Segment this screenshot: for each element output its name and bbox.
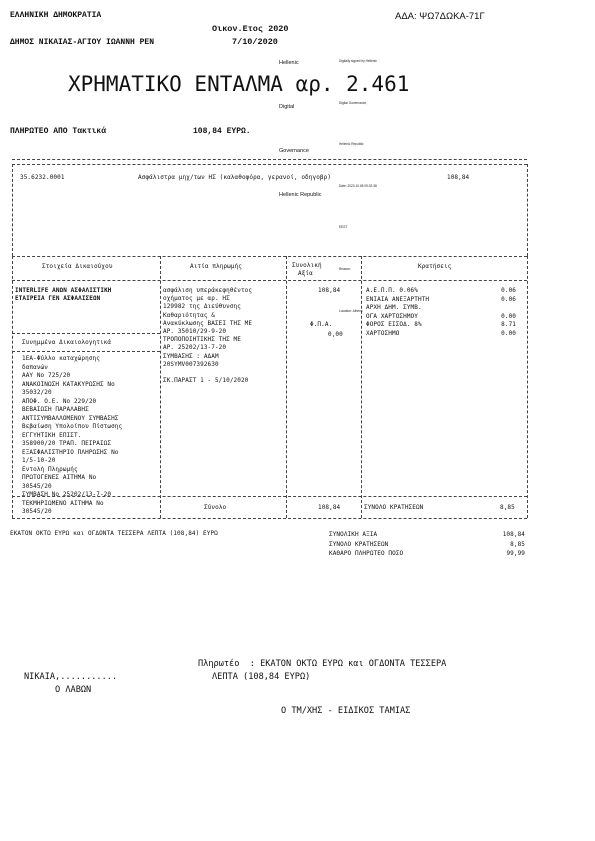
totals-amount: 108,84 <box>318 504 341 511</box>
stamp-line: Hellenic Republic <box>279 192 322 198</box>
col-header-beneficiary: Στοιχεία Δικαιούχου <box>42 263 113 270</box>
doc-item: ΕΞΑΣΦΑΛΙΣΤΗΡΙΟ ΠΛΗΡΩΣΗΣ Νο <box>22 448 119 456</box>
deduction-label: ΦΟΡΟΣ ΕΙΣΟΔ. 8% <box>366 321 422 329</box>
digital-signature-stamp <box>279 22 339 217</box>
summary-row <box>329 540 525 550</box>
doc-item: δαπανών <box>22 363 48 371</box>
beneficiary-line: INTERLIFE ΑΝΩΝ ΑΣΦΑΛΙΣΤΙΚΗ <box>15 287 112 294</box>
reason-line: ασφάλιση υπεράκεφηθέντος <box>163 287 253 294</box>
stamp-line: Hellenic <box>279 60 299 66</box>
stamp-detail: EEST <box>339 225 348 230</box>
stamp-line: Digital <box>279 104 295 110</box>
totals-label: Σύνολο <box>204 504 227 511</box>
place-field: ΝΙΚΑΙΑ,........... <box>24 672 118 682</box>
col-sep-3 <box>361 256 362 518</box>
reason-line: ΣΚ.ΠΑΡΑΣΤ 1 - 5/10/2020 <box>163 377 249 385</box>
document-date: 7/10/2020 <box>232 37 278 47</box>
table-top-rule <box>12 159 527 160</box>
doc-item: 1/5-10-20 <box>22 457 56 464</box>
col-header-deductions: Κρατήσεις <box>418 263 452 270</box>
col-sep-0 <box>12 256 13 518</box>
reason-line: ΤΡΟΠΟΠΟΙΗΤΙΚΗΣ ΤΗΣ ΜΕ <box>163 336 241 344</box>
totals-top-rule <box>12 496 527 497</box>
deduction-label: ΟΓΑ ΧΑΡΤΟΣΗΜΟΥ <box>366 312 418 320</box>
reason-line: Καθαριότητας & <box>163 311 215 319</box>
table-top-rule-2 <box>12 164 527 165</box>
columns-top-rule <box>12 256 527 257</box>
doc-item: 30545/20 <box>22 482 52 490</box>
deduction-label: ΧΑΡΤΟΣΗΜΟ <box>366 329 400 337</box>
columns-bottom-rule <box>12 280 527 281</box>
summary-block <box>329 530 525 559</box>
deduction-value: 0.00 <box>501 312 516 320</box>
doc-item: 1ΕΑ-Φύλλο καταχώρησης <box>22 355 100 362</box>
col-sep-1 <box>160 256 161 518</box>
deduction-label: ΑΡΧΗ ΔΗΜ. ΣΥΜΒ. <box>366 304 422 312</box>
payable-label: ΠΛΗΡΩΤΕΟ ΑΠΟ Τακτικά <box>10 127 107 136</box>
docs-list <box>22 355 122 517</box>
deduction-row <box>366 330 516 339</box>
docs-label: Συνημμένα Δικαιολογητικά <box>22 339 112 346</box>
stamp-detail: Digitally signed by Hellenic <box>339 59 377 63</box>
summary-row <box>329 549 525 559</box>
col-sep-2 <box>286 256 287 518</box>
total-deductions-amount: 8,85 <box>500 504 515 511</box>
doc-item: ΑΝΤΙΣΥΜΒΑΛΛΟΜΕΝΟΥ ΣΥΜΒΑΣΗΣ <box>22 414 119 422</box>
summary-value: 99,99 <box>506 550 525 557</box>
docs-bottom-rule <box>12 351 160 352</box>
summary-value: 8,85 <box>510 540 525 548</box>
payment-reason <box>163 287 252 385</box>
stamp-detail: Date: 2020.10.08 09:32:38 <box>339 183 377 188</box>
deduction-value: 0.06 <box>501 287 516 294</box>
vat-value: 0,00 <box>328 331 343 338</box>
page-title: ΧΡΗΜΑΤΙΚΟ ΕΝΤΑΛΜΑ αρ. 2.461 <box>68 72 410 96</box>
docs-top-rule <box>12 333 160 334</box>
reason-line <box>163 369 252 377</box>
col-sep-4 <box>527 256 528 518</box>
deduction-row <box>366 321 516 330</box>
doc-item: Εντολή Πληρωμής <box>22 465 78 473</box>
fiscal-year: Οικον.Ετος 2020 <box>212 24 289 34</box>
doc-item: ΤΕΚΜΗΡΙΩΜΕΝΟ ΑΙΤΗΜΑ Νο <box>22 499 104 507</box>
doc-item: ΣΥΜΒΑΣΗ Νο 25202/13-7-20 <box>22 491 112 498</box>
stamp-detail: Location: Athens <box>339 308 363 313</box>
summary-value: 108,84 <box>502 531 525 538</box>
stamp-detail: Digital Governance, <box>339 100 367 105</box>
summary-row <box>329 530 525 540</box>
col-header-total-2: Αξία <box>298 270 313 277</box>
summary-label: ΚΑΘΑΡΟ ΠΛΗΡΩΤΕΟ ΠΟΣΟ <box>329 550 404 557</box>
gross-value: 108,84 <box>318 287 341 294</box>
deduction-label: Α.Ε.Π.Π. 0.06% <box>366 287 418 294</box>
beneficiary-line: ΕΤΑΙΡΕΙΑ ΓΕΝ ΑΣΦΑΛΙΣΕΩΝ <box>15 295 101 302</box>
doc-item: ΠΡΩΤΟΓΕΝΕΣ ΑΙΤΗΜΑ Νο <box>22 474 97 481</box>
digital-signature-details <box>339 22 399 332</box>
budget-amount: 108,84 <box>447 174 470 181</box>
signatory-label: Ο ΤΜ/ΧΗΣ - ΕΙΔΙΚΟΣ ΤΑΜΙΑΣ <box>281 706 411 716</box>
payable-amount: 108,84 ΕΥΡΩ. <box>193 127 251 136</box>
doc-item: 30545/20 <box>22 508 52 515</box>
col-header-total: Συνολική <box>292 262 322 269</box>
totals-bottom-rule <box>12 518 527 519</box>
beneficiary-name <box>15 287 112 303</box>
doc-item: Βεβαίωση Υπολοίπου Πίστωσης <box>22 423 123 430</box>
reason-line: 20SYMV007392630 <box>163 360 219 368</box>
doc-item: ΕΓΓΥΗΤΙΚΗ ΕΠΙΣΤ. <box>22 431 82 439</box>
deductions-list <box>366 287 516 339</box>
stamp-detail: Reason: <box>339 266 351 271</box>
payable-words-line1: Πληρωτέο : ΕΚΑΤΟΝ ΟΚΤΩ ΕΥΡΩ και ΟΓΔΟΝΤΑ ΤΕΣΣΕΡΑ <box>198 659 447 669</box>
reason-line: ΑΡ. 25202/13-7-20 <box>163 344 227 352</box>
reason-line: οχήματος με αρ. ΗΣ <box>163 295 230 303</box>
budget-code: 35.6232.0001 <box>20 174 65 181</box>
summary-label: ΣΥΝΟΛΟ ΚΡΑΤΗΣΕΩΝ <box>329 540 389 548</box>
reason-line: 129982 της Διεύθυνσης <box>163 303 241 311</box>
doc-item: ΑΠΟΦ. Ο.Ε. Νο 229/20 <box>22 397 97 405</box>
budget-description: Ασφάλιστρα μηχ/των ΗΣ (καλαθοφόρα, γερανοί, οδηγοβρ) <box>138 174 332 181</box>
table-right-border <box>527 164 528 256</box>
doc-item: ΑΝΑΚΟΙΝΩΣΗ ΚΑΤΑΚΥΡΩΣΗΣ Νο <box>22 380 115 388</box>
doc-item: ΑΑΥ Νο 725/20 <box>22 372 71 379</box>
deduction-row <box>366 304 516 313</box>
doc-item: 358900/20 ΤΡΑΠ. ΠΕΙΡΑΙΩΣ <box>22 440 112 447</box>
vat-label: Φ.Π.Α. <box>310 321 333 328</box>
reason-line: ΣΥΜΒΑΣΗΣ : ΑΔΑΜ <box>163 352 219 360</box>
amount-in-words: ΕΚΑΤΟΝ ΟΚΤΩ ΕΥΡΩ και ΟΓΔΟΝΤΑ ΤΕΣΣΕΡΑ ΛΕΠΤΑ (108,84) ΕΥΡΩ <box>10 530 218 537</box>
summary-label: ΣΥΝΟΛΙΚΗ ΑΞΙΑ <box>329 531 378 538</box>
doc-item: ΒΕΒΑΙΩΣΗ ΠΑΡΑΛΑΒΗΣ <box>22 406 89 413</box>
doc-item: 35032/20 <box>22 389 52 396</box>
deduction-value: 0.00 <box>501 329 516 337</box>
deduction-row <box>366 296 516 305</box>
col-header-reason: Αιτία πληρωμής <box>190 263 242 270</box>
total-deductions-label: ΣΥΝΟΛΟ ΚΡΑΤΗΣΕΩΝ <box>364 504 424 511</box>
deduction-value: 8.71 <box>501 321 516 329</box>
deduction-row <box>366 313 516 322</box>
municipality-name: ΔΗΜΟΣ ΝΙΚΑΙΑΣ-ΑΓΙΟΥ ΙΩΑΝΝΗ ΡΕΝ <box>10 38 155 47</box>
stamp-line: Governance <box>279 148 309 154</box>
stamp-detail: Hellenic Republic <box>339 142 364 147</box>
table-left-border <box>12 164 13 256</box>
deduction-value: 0.06 <box>501 295 516 303</box>
reason-line: Ανακύκλωσης ΒΑΣΕΙ ΤΗΣ ΜΕ <box>163 319 253 327</box>
payable-words-line2: ΛΕΠΤΑ (108,84 ΕΥΡΩ) <box>212 672 311 682</box>
deduction-row <box>366 287 516 296</box>
state-name: ΕΛΛΗΝΙΚΗ ΔΗΜΟΚΡΑΤΙΑ <box>10 11 102 20</box>
receiver-label: Ο ΛΑΒΩΝ <box>55 685 92 695</box>
reason-line: ΑΡ. 35010/29-9-20 <box>163 328 227 336</box>
deduction-label: ΕΝΙΑΙΑ ΑΝΕΞΑΡΤΗΤΗ <box>366 295 430 303</box>
ada-code: ΑΔΑ: ΨΩ7ΔΩΚΑ-71Γ <box>395 11 485 22</box>
